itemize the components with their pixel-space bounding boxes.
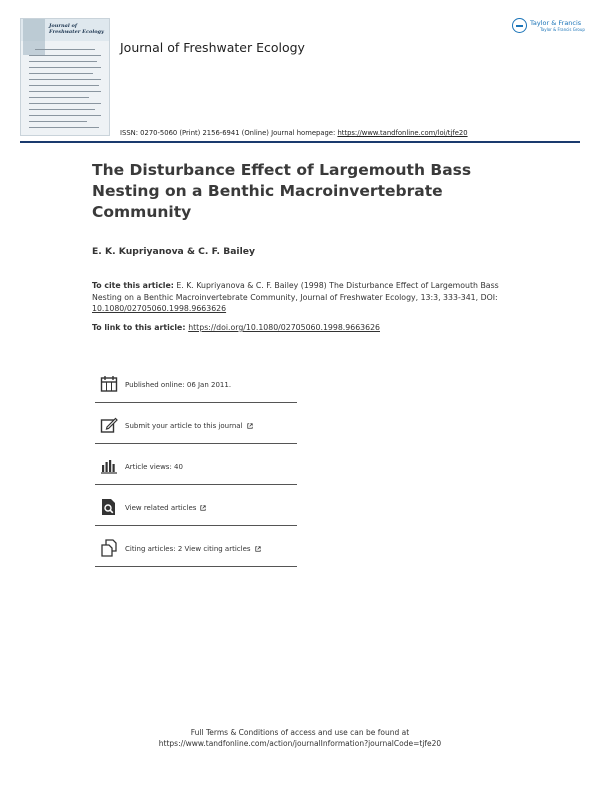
row-divider — [95, 525, 297, 526]
row-divider — [95, 443, 297, 444]
document-search-icon — [100, 498, 118, 516]
cover-text-line — [29, 121, 87, 122]
cover-text-line — [29, 115, 101, 116]
article-title: The Disturbance Effect of Largemouth Bass Nesting on a Benthic Macroinvertebrate Community — [92, 161, 472, 221]
issn-text: ISSN: 0270-5060 (Print) 2156-6941 (Online) Journal homepage: — [120, 129, 338, 137]
cover-title-line-2: Freshwater Ecology — [49, 29, 104, 35]
cover-title — [49, 23, 104, 35]
publisher-logo[interactable] — [512, 17, 584, 37]
doi-link[interactable]: 10.1080/02705060.1998.9663626 — [92, 304, 227, 313]
cover-text-line — [29, 127, 99, 128]
cover-text-line — [29, 91, 101, 92]
cover-text-line — [29, 97, 89, 98]
citation-text: E. K. Kupriyanova & C. F. Bailey (1998) The Disturbance Effect of Largemouth Bass Nesting on a Benthic Macroinvertebrate Community, Journal of Freshwater Ecology, 13:3, 333-341, DOI: — [92, 281, 499, 302]
row-divider — [95, 402, 297, 403]
external-link-icon — [255, 546, 261, 552]
citing-documents-icon — [100, 539, 118, 557]
bar-chart-icon — [100, 457, 118, 475]
cover-text-line — [29, 61, 97, 62]
journal-title: Journal of Freshwater Ecology — [120, 40, 305, 55]
edit-document-icon — [100, 416, 118, 434]
header-divider — [20, 141, 580, 143]
terms-text: Full Terms & Conditions of access and use can be found at — [190, 728, 410, 737]
journal-homepage-link[interactable]: https://www.tandfonline.com/loi/tjfe20 — [337, 129, 468, 137]
cover-title-line-1: Journal of — [49, 23, 77, 29]
row-divider — [95, 566, 297, 567]
cover-text-line — [35, 49, 95, 50]
terms-footer — [100, 727, 500, 749]
citation-block — [92, 280, 512, 315]
publisher-logo-subtitle: Taylor & Francis Group — [540, 27, 585, 32]
article-authors: E. K. Kupriyanova & C. F. Bailey — [92, 246, 255, 257]
published-date: Published online: 06 Jan 2011. — [125, 381, 232, 389]
cover-text-line — [29, 67, 101, 68]
external-link-icon — [200, 505, 206, 511]
publisher-logo-icon — [512, 18, 527, 33]
related-articles-label: View related articles — [125, 504, 197, 512]
cover-text-line — [29, 55, 101, 56]
external-link-icon — [247, 423, 253, 429]
related-articles-link[interactable] — [125, 504, 206, 512]
submit-article-link[interactable] — [125, 422, 253, 430]
citation-label: To cite this article: — [92, 281, 174, 290]
cover-text-line — [29, 109, 95, 110]
submit-article-label: Submit your article to this journal — [125, 422, 243, 430]
issn-line — [120, 129, 468, 137]
submit-article-row[interactable] — [95, 404, 297, 444]
article-views-row — [95, 445, 297, 485]
publisher-logo-name: Taylor & Francis — [530, 19, 582, 27]
terms-url[interactable]: https://www.tandfonline.com/action/journalInformation?journalCode=tjfe20 — [158, 739, 442, 748]
cover-text-line — [29, 85, 99, 86]
article-doi-url[interactable]: https://doi.org/10.1080/02705060.1998.9663626 — [188, 323, 380, 332]
cover-text-line — [29, 79, 101, 80]
link-label: To link to this article: — [92, 323, 189, 332]
related-articles-row[interactable] — [95, 486, 297, 526]
cover-text-line — [29, 103, 101, 104]
article-views-count: Article views: 40 — [125, 463, 183, 471]
citing-articles-row[interactable] — [95, 527, 297, 567]
citing-articles-label: Citing articles: 2 View citing articles — [125, 545, 251, 553]
row-divider — [95, 484, 297, 485]
published-row — [95, 363, 297, 403]
cover-text-line — [29, 73, 93, 74]
citing-articles-link[interactable] — [125, 545, 261, 553]
journal-cover-thumbnail — [20, 18, 110, 136]
calendar-icon — [100, 375, 118, 393]
article-link-line — [92, 323, 380, 332]
